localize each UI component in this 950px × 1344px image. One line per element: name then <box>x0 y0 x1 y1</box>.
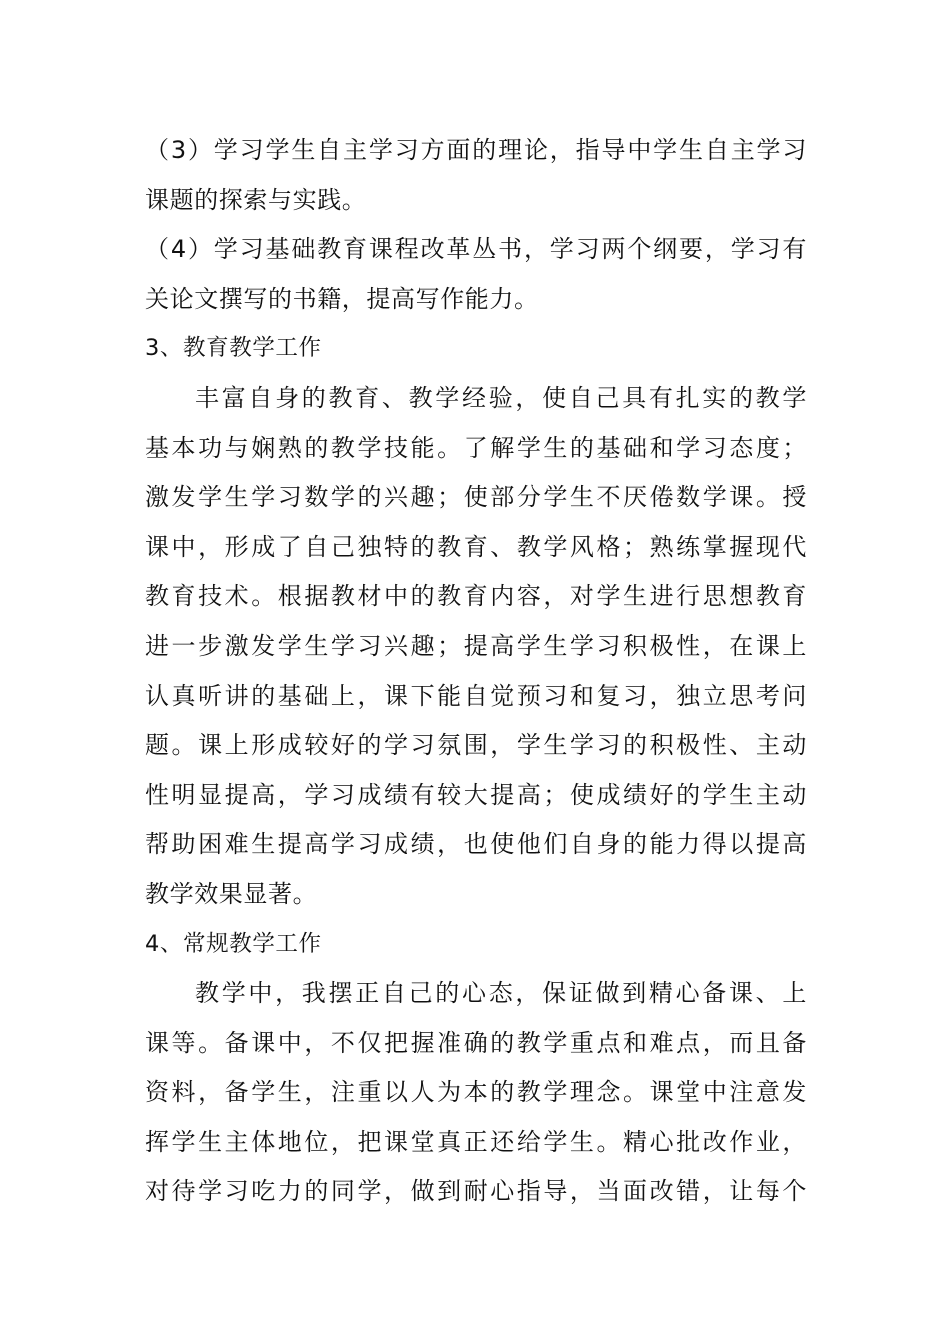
paragraph-3-line-1: 丰富自身的教育、教学经验，使自己具有扎实的教学 <box>195 383 807 412</box>
paragraph-3-line-11: 教学效果显著。 <box>145 879 318 908</box>
paragraph-3-line-10: 帮助困难生提高学习成绩，也使他们自身的能力得以提高 <box>145 830 807 859</box>
list-item-4-line-2: 关论文撰写的书籍，提高写作能力。 <box>145 284 539 313</box>
paragraph-3-line-4: 课中，形成了自己独特的教育、教学风格；熟练掌握现代 <box>145 532 807 561</box>
paragraph-4-line-1: 教学中，我摆正自己的心态，保证做到精心备课、上 <box>195 979 807 1008</box>
paragraph-3-line-9: 性明显提高，学习成绩有较大提高；使成绩好的学生主动 <box>145 780 807 809</box>
paragraph-3-line-6: 进一步激发学生学习兴趣；提高学生学习积极性，在课上 <box>145 631 807 660</box>
paragraph-3-line-3: 激发学生学习数学的兴趣；使部分学生不厌倦数学课。授 <box>145 483 807 512</box>
paragraph-3-line-7: 认真听讲的基础上，课下能自觉预习和复习，独立思考问 <box>145 681 807 710</box>
paragraph-3-line-8: 题。课上形成较好的学习氛围，学生学习的积极性、主动 <box>145 731 807 760</box>
paragraph-4-line-2: 课等。备课中，不仅把握准确的教学重点和难点，而且备 <box>145 1028 807 1057</box>
list-item-4-line-1: （4）学习基础教育课程改革丛书，学习两个纲要，学习有 <box>145 235 807 264</box>
list-item-3-line-2: 课题的探索与实践。 <box>145 185 367 214</box>
paragraph-4-line-4: 挥学生主体地位，把课堂真正还给学生。精心批改作业， <box>145 1127 807 1156</box>
section-heading-3: 3、教育教学工作 <box>145 335 322 362</box>
section-heading-4: 4、常规教学工作 <box>145 930 322 957</box>
document-body <box>145 126 807 1217</box>
paragraph-3-line-2: 基本功与娴熟的教学技能。了解学生的基础和学习态度； <box>145 433 807 462</box>
paragraph-4-line-5: 对待学习吃力的同学，做到耐心指导，当面改错，让每个 <box>145 1177 807 1206</box>
paragraph-3-line-5: 教育技术。根据教材中的教育内容，对学生进行思想教育 <box>145 582 807 611</box>
list-item-3-line-1: （3）学习学生自主学习方面的理论，指导中学生自主学习 <box>145 136 807 164</box>
paragraph-4-line-3: 资料，备学生，注重以人为本的教学理念。课堂中注意发 <box>145 1078 807 1107</box>
